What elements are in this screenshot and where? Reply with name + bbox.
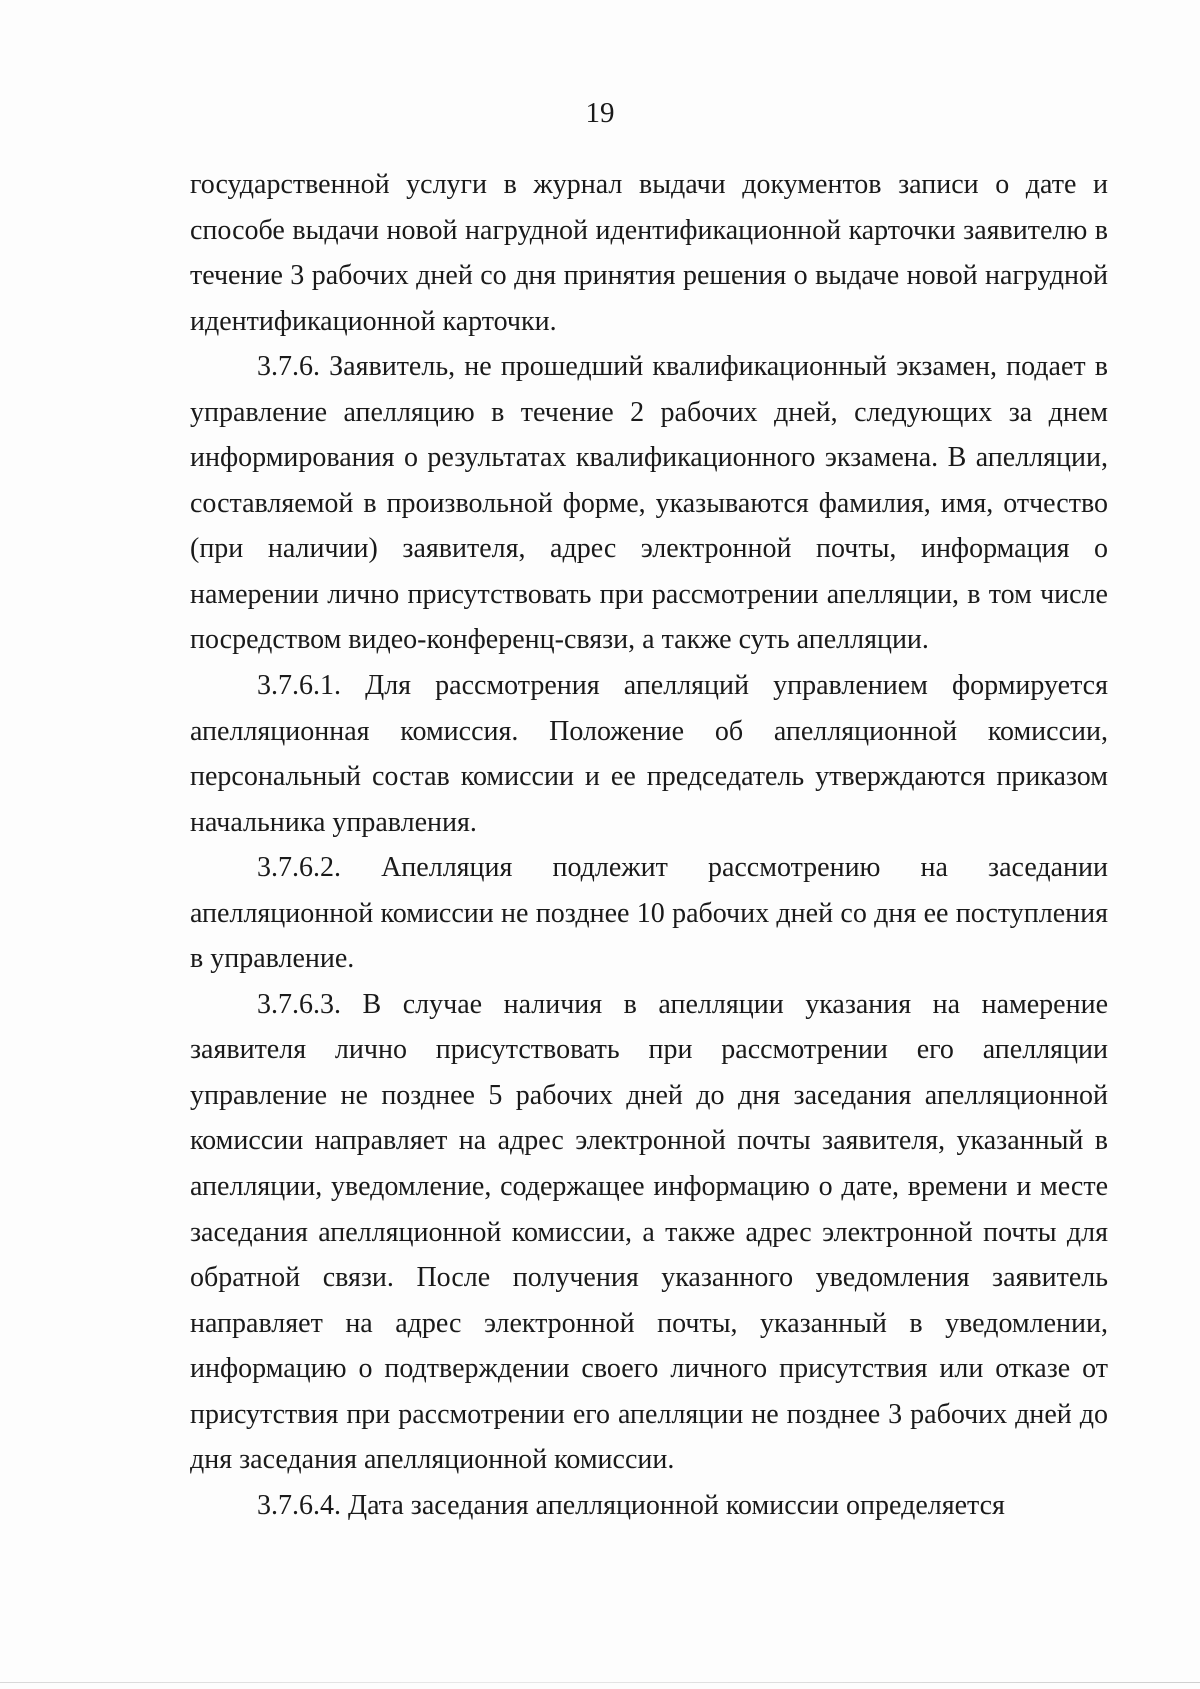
paragraph-3-7-6-1: 3.7.6.1. Для рассмотрения апелляций управлением формируется апелляционная комиссия. Положение об апелляционной комиссии, персональный состав комиссии и ее председатель утверждаются приказом начальника управления. [190, 670, 1108, 838]
page-number: 19 [585, 97, 615, 129]
paragraph-3-7-6-3: 3.7.6.3. В случае наличия в апелляции указания на намерение заявителя лично присутствовать при рассмотрении его апелляции управление не позднее 5 рабочих дней до дня заседания апелляционной комиссии направляет на адрес электронной почты заявителя, указанный в апелляции, уведомление, содержащее информацию о дате, времени и месте заседания апелляционной комиссии, а также адрес электронной почты для обратной связи. После получения указанного уведомления заявитель направляет на адрес электронной почты, указанный в уведомлении, информацию о подтверждении своего личного присутствия или отказе от присутствия при рассмотрении его апелляции не позднее 3 рабочих дней до дня заседания апелляционной комиссии. [190, 988, 1108, 1476]
scan-edge-line [0, 1682, 1200, 1683]
paragraph-continuation: государственной услуги в журнал выдачи документов записи о дате и способе выдачи новой нагрудной идентификационной карточки заявителю в течение 3 рабочих дней со дня принятия решения о выдаче новой нагрудной идентификационной карточки. [190, 169, 1108, 337]
paragraph-3-7-6-2: 3.7.6.2. Апелляция подлежит рассмотрению на заседании апелляционной комиссии не позднее 10 рабочих дней со дня ее поступления в управление. [190, 852, 1108, 975]
paragraph-3-7-6: 3.7.6. Заявитель, не прошедший квалификационный экзамен, подает в управление апелляцию в течение 2 рабочих дней, следующих за днем информирования о результатах квалификационного экзамена. В апелляции, составляемой в произвольной форме, указываются фамилия, имя, отчество (при наличии) заявителя, адрес электронной почты, информация о намерении лично присутствовать при рассмотрении апелляции, в том числе посредством видео-конференц-связи, а также суть апелляции. [190, 351, 1108, 656]
paragraph-3-7-6-4: 3.7.6.4. Дата заседания апелляционной комиссии определяется [257, 1489, 1005, 1521]
document-body [190, 162, 1108, 1528]
